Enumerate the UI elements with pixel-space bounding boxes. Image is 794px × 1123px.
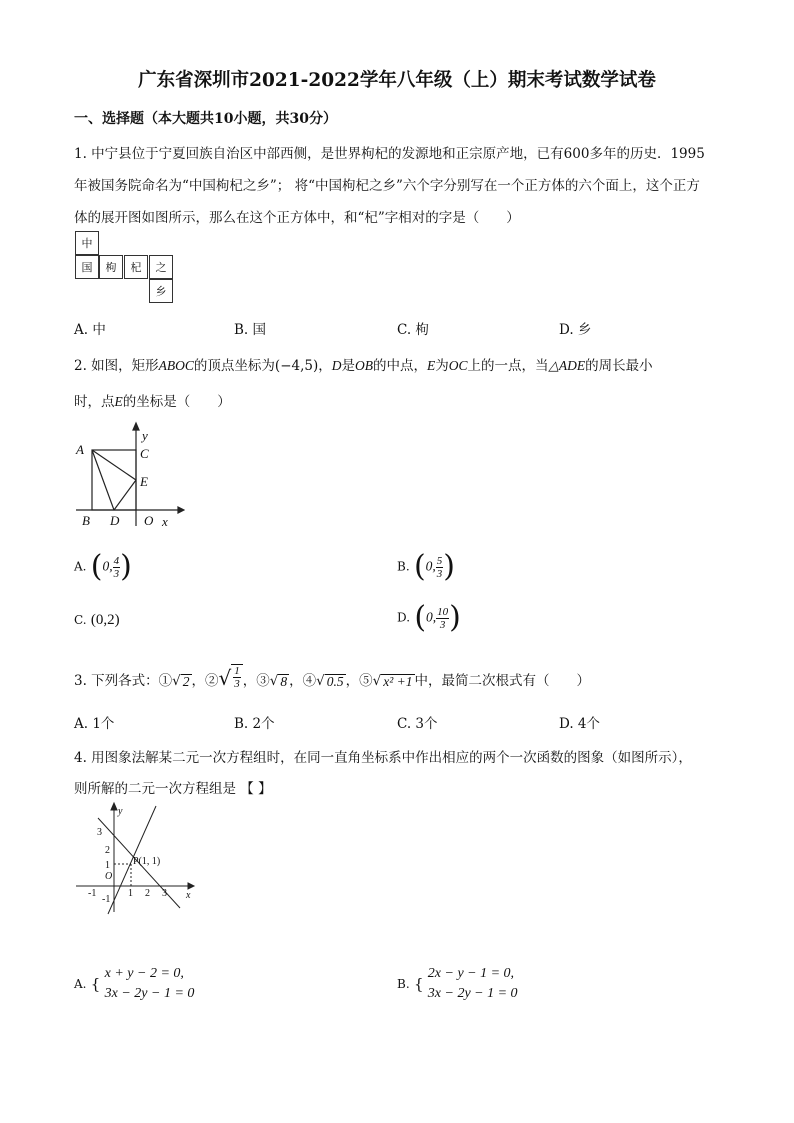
q2-point-d: D bbox=[331, 358, 342, 373]
option-value: 0, bbox=[426, 609, 437, 625]
q2-text: ， bbox=[318, 358, 332, 374]
section-heading: 一、选择题（本大题共10小题，共30分） bbox=[74, 111, 337, 127]
q4-graph-figure bbox=[72, 800, 197, 920]
q2-option-c[interactable] bbox=[74, 612, 120, 629]
tick-y-1: 1 bbox=[105, 860, 110, 871]
q2-text: 的顶点坐标为 bbox=[193, 358, 275, 374]
label-x: x bbox=[162, 514, 168, 529]
q3-line bbox=[74, 664, 590, 690]
q2-line-2 bbox=[74, 390, 231, 410]
q2-rect-name: ABOC bbox=[158, 358, 194, 373]
x-axis-arrow bbox=[178, 507, 184, 513]
option-letter: A. bbox=[74, 559, 87, 574]
y-axis-arrow bbox=[111, 803, 117, 810]
brace-icon: { bbox=[90, 975, 101, 993]
paren-right: ) bbox=[443, 549, 455, 584]
tick-x-minus-1: -1 bbox=[88, 888, 97, 899]
fraction-denominator: 3 bbox=[439, 618, 446, 631]
q3-text: 中，最简二次根式有（ ） bbox=[414, 673, 591, 689]
radicand: 2 bbox=[182, 674, 190, 689]
label-o: O bbox=[105, 871, 113, 882]
q1-option-d[interactable]: D. 乡 bbox=[559, 322, 592, 338]
q1-line-2: 年被国务院命名为“中国枸杞之乡”； 将“中国枸杞之乡”六个字分别写在一个正方体的六个面上，这个正方 bbox=[74, 178, 700, 194]
q2-line-1 bbox=[74, 354, 653, 374]
q3-text: ，② bbox=[191, 673, 219, 689]
label-d: D bbox=[110, 513, 120, 528]
option-value: 0, bbox=[425, 558, 436, 574]
y-axis-arrow bbox=[133, 423, 139, 430]
q2-text: 为 bbox=[435, 358, 449, 374]
net-cell: 枸 bbox=[99, 255, 123, 279]
q2-text: 是 bbox=[341, 358, 355, 374]
q4-option-b[interactable] bbox=[397, 964, 518, 1004]
q2-text: 上的一点，当 bbox=[467, 358, 549, 374]
paren-left: ( bbox=[414, 600, 427, 635]
equation-1: 2x − y − 1 = 0, bbox=[427, 966, 515, 981]
net-cell: 之 bbox=[149, 255, 173, 279]
q4-line-2: 则所解的二元一次方程组是 【 】 bbox=[74, 781, 272, 797]
fraction bbox=[436, 606, 449, 631]
q3-text: 3. 下列各式：① bbox=[74, 673, 173, 689]
net-cell: 乡 bbox=[149, 279, 173, 303]
q2-segment-ob: OB bbox=[355, 358, 373, 373]
tick-x-1: 1 bbox=[128, 888, 133, 899]
option-value: 0, bbox=[102, 558, 113, 574]
q3-option-b[interactable]: B. 2个 bbox=[234, 716, 275, 732]
option-letter: D. bbox=[397, 610, 411, 625]
fraction-numerator: 1 bbox=[234, 665, 240, 677]
tick-y-minus-1: -1 bbox=[102, 894, 111, 905]
q3-text: ，③ bbox=[242, 673, 270, 689]
paren-left: ( bbox=[90, 549, 103, 584]
q1-line-3: 体的展开图如图所示，那么在这个正方体中，和“杞”字相对的字是（ ） bbox=[74, 210, 520, 226]
q1-option-b[interactable]: B. 国 bbox=[234, 322, 267, 338]
equation-2: 3x − 2y − 1 = 0 bbox=[427, 986, 518, 1001]
q2-option-d[interactable] bbox=[397, 600, 461, 635]
q4-option-a[interactable] bbox=[74, 964, 194, 1004]
label-p: P(1, 1) bbox=[133, 856, 161, 867]
fraction-denominator: 3 bbox=[113, 567, 120, 580]
q3-text: ，⑤ bbox=[345, 673, 373, 689]
paren-left: ( bbox=[413, 549, 426, 584]
radicand: 8 bbox=[280, 674, 288, 689]
label-y: y bbox=[142, 428, 148, 443]
q3-option-c[interactable]: C. 3个 bbox=[397, 716, 438, 732]
label-a: A bbox=[76, 442, 84, 457]
q1-line-1: 1. 中宁县位于宁夏回族自治区中部西侧，是世界枸杞的发源地和正宗原产地，已有600多年的历史．1995 bbox=[74, 146, 705, 162]
net-cell: 国 bbox=[75, 255, 99, 279]
q2-text: 的周长最小 bbox=[585, 358, 653, 374]
radical: √ x² +1 bbox=[372, 673, 413, 689]
q1-option-a[interactable]: A. 中 bbox=[74, 322, 106, 338]
option-letter: A. bbox=[74, 977, 87, 991]
rectangle-abco bbox=[92, 450, 136, 510]
tick-x-2: 2 bbox=[145, 888, 150, 899]
q2-rectangle-figure bbox=[70, 420, 185, 532]
equation-system bbox=[105, 964, 195, 1004]
radical: √ 0.5 bbox=[316, 673, 344, 689]
fraction-denominator: 3 bbox=[234, 678, 240, 690]
radicand: 0.5 bbox=[326, 674, 344, 689]
equation-system bbox=[428, 964, 518, 1004]
label-b: B bbox=[82, 513, 90, 528]
q2-point-e: E bbox=[427, 358, 436, 373]
segment-de bbox=[114, 480, 136, 510]
q2-text: 时，点 bbox=[74, 394, 115, 410]
label-c: C bbox=[140, 446, 149, 461]
radicand bbox=[231, 664, 243, 690]
option-letter: B. bbox=[397, 977, 410, 991]
q3-option-d[interactable]: D. 4个 bbox=[559, 716, 601, 732]
label-y: y bbox=[118, 806, 123, 817]
fraction bbox=[113, 555, 121, 580]
q2-triangle: △ADE bbox=[548, 358, 586, 373]
q3-option-a[interactable]: A. 1个 bbox=[74, 716, 115, 732]
tick-y-2: 2 bbox=[105, 845, 110, 856]
equation-1: x + y − 2 = 0, bbox=[104, 966, 184, 981]
tick-x-3: 3 bbox=[162, 888, 167, 899]
segment-ad bbox=[92, 450, 114, 510]
net-cell: 中 bbox=[75, 231, 99, 255]
page-title: 广东省深圳市2021-2022学年八年级（上）期末考试数学试卷 bbox=[138, 70, 656, 91]
option-letter: C. bbox=[74, 613, 87, 627]
q2-segment-oc: OC bbox=[448, 358, 468, 373]
x-axis-arrow bbox=[188, 883, 194, 889]
cube-net-figure bbox=[74, 230, 176, 306]
label-e: E bbox=[140, 474, 148, 489]
fraction-numerator: 5 bbox=[436, 554, 443, 567]
paren-right: ) bbox=[120, 549, 132, 584]
paren-right: ) bbox=[449, 600, 461, 635]
label-x: x bbox=[186, 890, 191, 901]
radical: √ 2 bbox=[172, 673, 190, 689]
radical: √ $\frac{1}{3}$ bbox=[219, 664, 243, 690]
equation-2: 3x − 2y − 1 = 0 bbox=[104, 986, 195, 1001]
radicand: x² +1 bbox=[383, 674, 413, 689]
q2-option-a[interactable] bbox=[74, 549, 132, 584]
q1-option-c[interactable]: C. 枸 bbox=[397, 322, 429, 338]
brace-icon: { bbox=[413, 975, 424, 993]
fraction bbox=[233, 665, 241, 690]
q2-option-b[interactable] bbox=[397, 549, 455, 584]
q4-line-1: 4. 用图象法解某二元一次方程组时，在同一直角坐标系中作出相应的两个一次函数的图象（如图所示）， bbox=[74, 750, 692, 766]
label-o: O bbox=[144, 513, 154, 528]
fraction-numerator: 4 bbox=[113, 554, 120, 567]
q2-text: 的坐标是（ ） bbox=[122, 394, 231, 410]
radical: √ 8 bbox=[269, 673, 288, 689]
q2-coordinate: (−4,5) bbox=[274, 358, 319, 374]
q2-text: 的中点， bbox=[373, 358, 427, 374]
net-cell: 杞 bbox=[124, 255, 148, 279]
q2-point-e: E bbox=[114, 394, 123, 409]
fraction-numerator: 10 bbox=[437, 605, 449, 618]
option-letter: B. bbox=[397, 559, 410, 574]
segment-ae bbox=[92, 450, 136, 480]
option-value: (0,2) bbox=[90, 612, 120, 628]
tick-y-3: 3 bbox=[97, 827, 102, 838]
q2-text: 2. 如图，矩形 bbox=[74, 358, 159, 374]
q3-text: ，④ bbox=[289, 673, 317, 689]
fraction-denominator: 3 bbox=[436, 567, 443, 580]
